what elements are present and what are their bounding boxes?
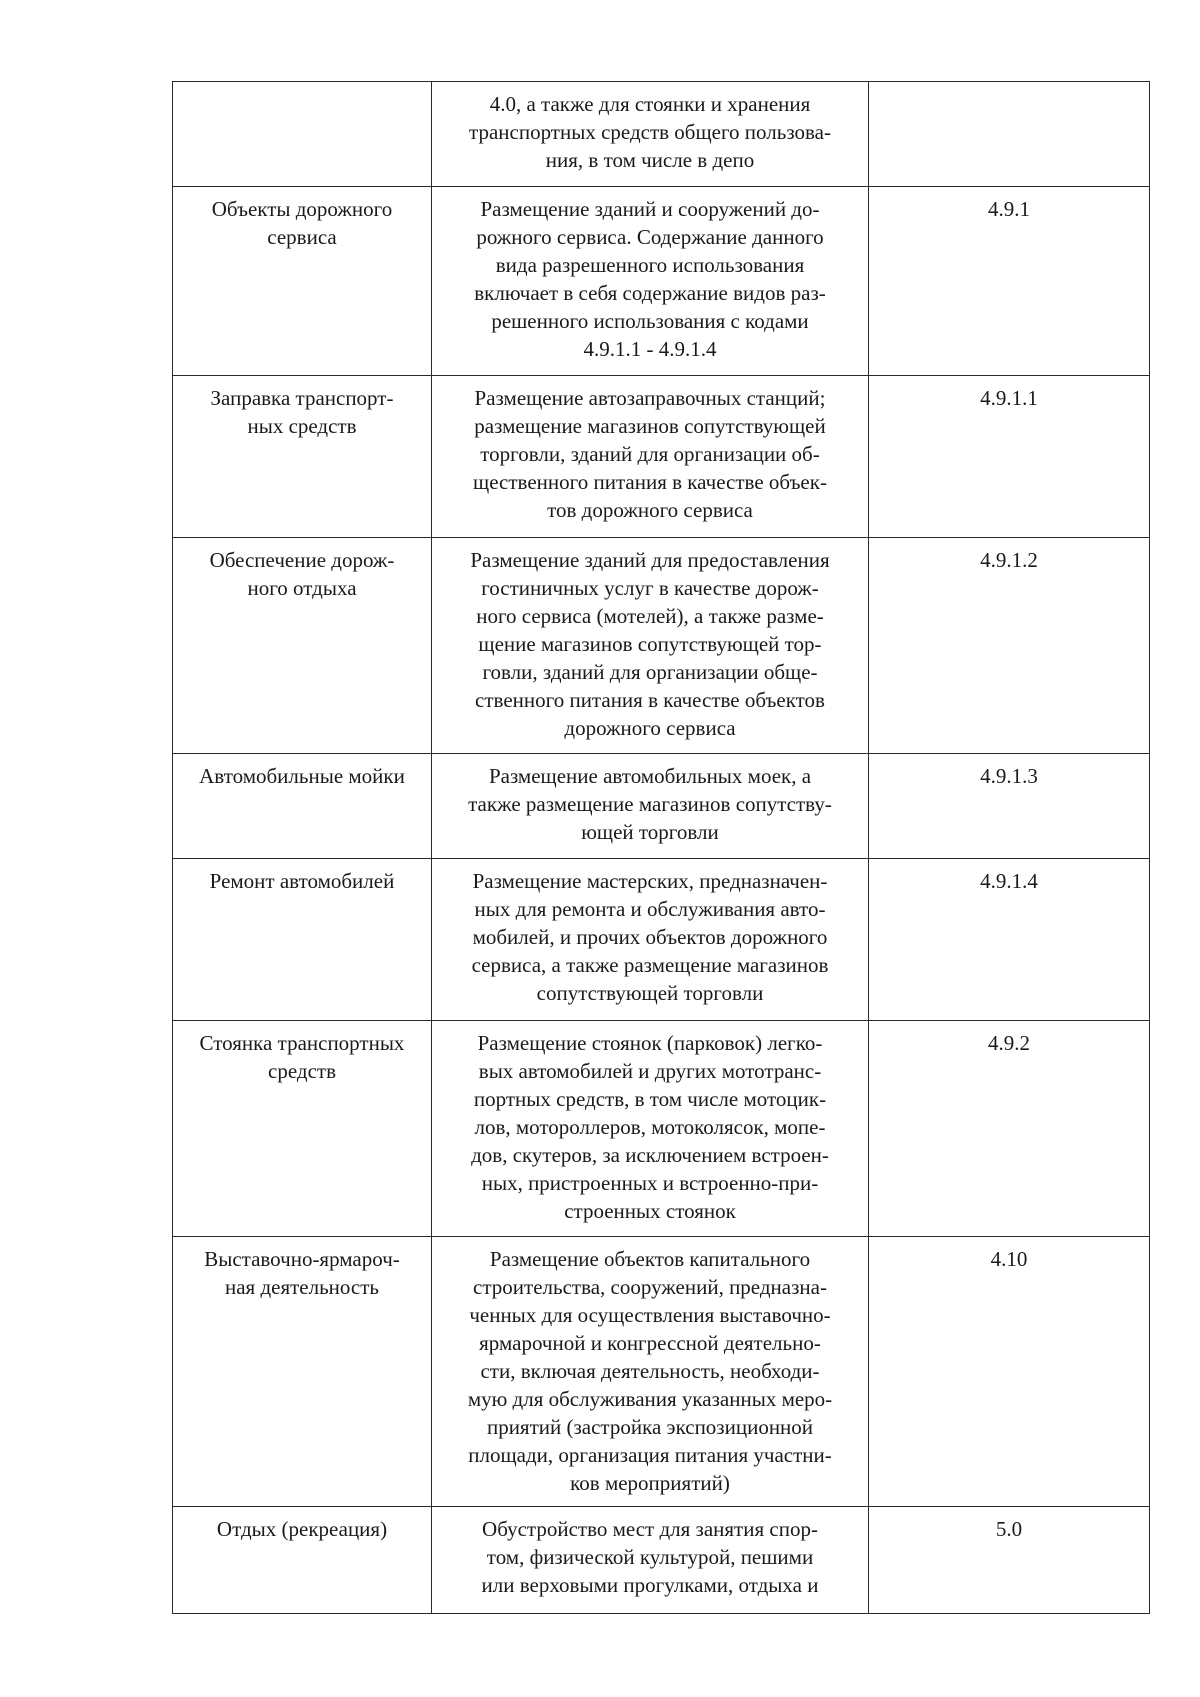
use-type-name-line: Ремонт автомобилей (209, 869, 395, 893)
use-type-code-cell (869, 1021, 1150, 1237)
use-type-description-cell (432, 754, 869, 859)
use-type-description-line: тов дорожного сервиса (547, 498, 753, 522)
use-type-description-line: транспортных средств общего пользова- (469, 120, 831, 144)
use-type-name-line: ного отдыха (247, 576, 357, 600)
use-type-description-line: ственного питания в качестве объектов (475, 688, 825, 712)
table-row (173, 754, 1150, 859)
use-type-code-cell (869, 82, 1150, 187)
use-type-description-line: сти, включая деятельность, необходи- (480, 1359, 820, 1383)
table-body (173, 82, 1150, 1614)
use-type-name-line: Выставочно-ярмароч- (204, 1247, 400, 1271)
use-type-name-cell (173, 754, 432, 859)
use-type-description-line: гостиничных услуг в качестве дорож- (481, 576, 819, 600)
use-type-description-line: Размещение зданий для предоставления (470, 548, 830, 572)
use-type-code-cell (869, 754, 1150, 859)
use-type-description-line: приятий (застройка экспозиционной (486, 1415, 814, 1439)
use-type-name-line: ная деятельность (224, 1275, 380, 1299)
use-type-name-line: Объекты дорожного (211, 197, 393, 221)
use-type-code-cell (869, 187, 1150, 376)
use-type-description-line: торговли, зданий для организации об- (480, 442, 820, 466)
use-type-code-cell (869, 376, 1150, 538)
use-type-description-line: Обустройство мест для занятия спор- (482, 1517, 818, 1541)
use-type-code: 4.9.1 (988, 197, 1030, 221)
use-type-description-cell (432, 376, 869, 538)
use-type-description-line: ярмарочной и конгрессной деятельно- (479, 1331, 821, 1355)
table-row (173, 538, 1150, 754)
use-type-name-cell (173, 187, 432, 376)
use-type-name-line: средств (268, 1059, 336, 1083)
use-type-name-line: Отдых (рекреация) (216, 1517, 388, 1541)
use-type-description-line: ченных для осуществления выставочно- (469, 1303, 831, 1327)
use-type-name-line: Стоянка транспортных (199, 1031, 405, 1055)
use-type-name-line: Обеспечение дорож- (209, 548, 395, 572)
use-type-description-line: сопутствующей торговли (536, 981, 764, 1005)
use-type-description-line: строенных стоянок (564, 1199, 736, 1223)
use-type-description-cell (432, 1507, 869, 1614)
use-type-description-line: Размещение автомобильных моек, а (488, 764, 812, 788)
use-type-name-cell (173, 376, 432, 538)
table-row (173, 82, 1150, 187)
use-type-name-cell (173, 1021, 432, 1237)
use-type-description-line: ных для ремонта и обслуживания авто- (474, 897, 826, 921)
use-type-name-cell (173, 538, 432, 754)
use-type-description-line: ного сервиса (мотелей), а также разме- (476, 604, 824, 628)
use-type-code-cell (869, 1237, 1150, 1507)
use-type-description-line: рожного сервиса. Содержание данного (476, 225, 824, 249)
use-type-description-line: ков мероприятий) (570, 1471, 730, 1495)
table-row (173, 376, 1150, 538)
use-type-description-line: мую для обслуживания указанных меро- (467, 1387, 833, 1411)
use-type-code: 4.9.1.2 (980, 548, 1038, 572)
use-type-code-cell (869, 859, 1150, 1021)
use-type-description-cell (432, 187, 869, 376)
use-type-description-line: лов, мотороллеров, мотоколясок, мопе- (474, 1115, 826, 1139)
use-type-description-line: мобилей, и прочих объектов дорожного (472, 925, 828, 949)
use-type-description-line: также размещение магазинов сопутству- (468, 792, 832, 816)
table-row (173, 1021, 1150, 1237)
use-type-description-line: ных, пристроенных и встроенно-при- (481, 1171, 819, 1195)
use-type-description-cell (432, 859, 869, 1021)
use-type-description-cell (432, 82, 869, 187)
land-use-table (172, 81, 1150, 1614)
use-type-name-line: Автомобильные мойки (199, 764, 405, 788)
table-row (173, 187, 1150, 376)
use-type-description-cell (432, 538, 869, 754)
use-type-description-line: ющей торговли (581, 820, 719, 844)
use-type-description-line: том, физической культурой, пешими (486, 1545, 814, 1569)
use-type-description-line: 4.0, а также для стоянки и хранения (489, 92, 811, 116)
use-type-description-line: вида разрешенного использования (495, 253, 805, 277)
use-type-code: 4.9.2 (988, 1031, 1030, 1055)
use-type-description-line: дов, скутеров, за исключением встроен- (471, 1143, 829, 1167)
use-type-name-line: сервиса (267, 225, 337, 249)
use-type-name-line: ных средств (247, 414, 357, 438)
use-type-description-line: Размещение объектов капитального (489, 1247, 811, 1271)
use-type-description-cell (432, 1021, 869, 1237)
use-type-description-cell (432, 1237, 869, 1507)
use-type-description-line: Размещение зданий и сооружений до- (480, 197, 820, 221)
use-type-code: 4.9.1.4 (980, 869, 1038, 893)
use-type-name-line: Заправка транспорт- (210, 386, 394, 410)
use-type-code-cell (869, 1507, 1150, 1614)
use-type-name-cell (173, 1237, 432, 1507)
use-type-code-cell (869, 538, 1150, 754)
use-type-description-line: размещение магазинов сопутствующей (474, 414, 826, 438)
use-type-description-line: или верховыми прогулками, отдыха и (481, 1573, 819, 1597)
use-type-description-line: щественного питания в качестве объек- (473, 470, 827, 494)
use-type-description-line: 4.9.1.1 - 4.9.1.4 (583, 337, 717, 361)
use-type-description-line: вых автомобилей и других мототранс- (478, 1059, 822, 1083)
table-row (173, 859, 1150, 1021)
use-type-description-line: Размещение мастерских, предназначен- (472, 869, 828, 893)
use-type-code: 4.9.1.1 (980, 386, 1038, 410)
use-type-description-line: Размещение автозаправочных станций; (474, 386, 826, 410)
use-type-name-cell (173, 1507, 432, 1614)
use-type-description-line: площади, организация питания участни- (468, 1443, 832, 1467)
use-type-description-line: ния, в том числе в депо (545, 148, 755, 172)
use-type-description-line: говли, зданий для организации обще- (482, 660, 818, 684)
use-type-code: 4.9.1.3 (980, 764, 1038, 788)
use-type-code: 4.10 (990, 1247, 1028, 1271)
use-type-description-line: включает в себя содержание видов раз- (474, 281, 826, 305)
use-type-description-line: Размещение стоянок (парковок) легко- (477, 1031, 823, 1055)
use-type-description-line: решенного использования с кодами (491, 309, 809, 333)
use-type-description-line: портных средств, в том числе мотоцик- (473, 1087, 827, 1111)
use-type-description-line: дорожного сервиса (564, 716, 736, 740)
table-row (173, 1507, 1150, 1614)
use-type-description-line: сервиса, а также размещение магазинов (471, 953, 829, 977)
table-row (173, 1237, 1150, 1507)
use-type-code: 5.0 (995, 1517, 1023, 1541)
use-type-name-cell (173, 859, 432, 1021)
use-type-description-line: строительства, сооружений, предназна- (473, 1275, 827, 1299)
use-type-name-cell (173, 82, 432, 187)
use-type-description-line: щение магазинов сопутствующей тор- (478, 632, 822, 656)
